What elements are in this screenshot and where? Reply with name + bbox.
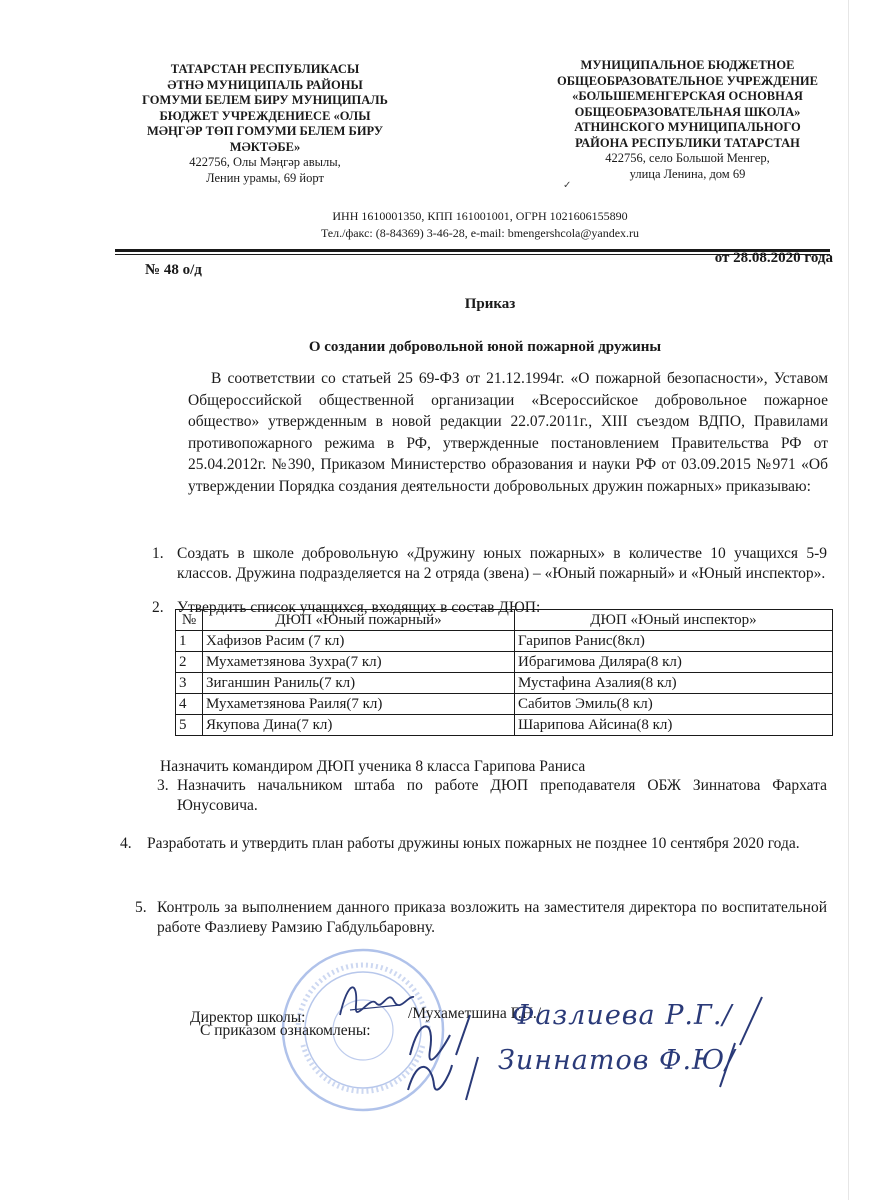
cell-inspector: Мустафина Азалия(8 кл) [515, 673, 833, 694]
header-left-tatar [120, 62, 410, 186]
item-text: Контроль за выполнением данного приказа возложить на заместителя директора по воспитательной работе Фазлиеву Рамзию Габдульбаровну. [157, 899, 827, 936]
handwritten-signature-2: Зиннатов Ф.Ю/ [498, 1045, 736, 1076]
handwritten-signature-1: Фазлиева Р.Г./ [512, 1000, 733, 1031]
cell-inspector: Гарипов Ранис(8кл) [515, 631, 833, 652]
list-item [152, 544, 827, 584]
table-row [176, 673, 833, 694]
commander-assignment: Назначить командиром ДЮП ученика 8 класса Гарипова Раниса [160, 758, 586, 775]
column-header-firefighters: ДЮП «Юный пожарный» [203, 610, 515, 631]
table-row [176, 631, 833, 652]
cell-firefighter: Мухаметзянова Раиля(7 кл) [203, 694, 515, 715]
acknowledgement-label: С приказом ознакомлены: [200, 1022, 371, 1039]
header-right-address: 422756, село Большой Менгер, улица Ленина, дом 69 [605, 151, 770, 181]
cell-number: 1 [176, 631, 203, 652]
cell-number: 5 [176, 715, 203, 736]
registration-numbers: ИНН 1610001350, КПП 161001001, ОГРН 1021606155890 [332, 209, 628, 223]
table-row [176, 715, 833, 736]
item-text: Назначить начальником штаба по работе ДЮП преподавателя ОБЖ Зиннатова Фархата Юнусовича. [177, 777, 827, 814]
cell-inspector: Шарипова Айсина(8 кл) [515, 715, 833, 736]
cell-number: 2 [176, 652, 203, 673]
item-number: 2. [152, 599, 164, 616]
list-item [120, 834, 807, 854]
item-text: Разработать и утвердить план работы дружины юных пожарных не позднее 10 сентября 2020 года. [147, 835, 800, 852]
scan-edge-line [848, 0, 849, 1200]
cell-number: 4 [176, 694, 203, 715]
document-subject: О создании добровольной юной пожарной дружины [308, 339, 662, 355]
header-left-address: 422756, Олы Мәңгәр авылы, Ленин урамы, 69 йорт [189, 155, 341, 185]
header-left-name: ТАТАРСТАН РЕСПУБЛИКАСЫ ӘТНӘ МУНИЦИПАЛЬ РАЙОНЫ ГОМУМИ БЕЛЕМ БИРУ МУНИЦИПАЛЬ БЮДЖЕТ УЧРЕЖДЕНИЕСЕ «ОЛЫ МӘҢГӘР ТӨП ГОМУМИ БЕЛЕМ БИРУ МӘКТӘБЕ» [142, 62, 388, 154]
header-right-name: МУНИЦИПАЛЬНОЕ БЮДЖЕТНОЕ ОБЩЕОБРАЗОВАТЕЛЬНОЕ УЧРЕЖДЕНИЕ «БОЛЬШЕМЕНГЕРСКАЯ ОСНОВНАЯ ОБЩЕОБРАЗОВАТЕЛЬНАЯ ШКОЛА» АТНИНСКОГО МУНИЦИПАЛЬНОГО РАЙОНА РЕСПУБЛИКИ ТАТАРСТАН [557, 58, 818, 150]
header-contacts [150, 208, 810, 242]
cell-firefighter: Мухаметзянова Зухра(7 кл) [203, 652, 515, 673]
cell-firefighter: Зиганшин Раниль(7 кл) [203, 673, 515, 694]
list-item [157, 776, 827, 816]
header-right-russian [540, 58, 835, 182]
cell-firefighter: Якупова Дина(7 кл) [203, 715, 515, 736]
column-header-inspectors: ДЮП «Юный инспектор» [515, 610, 833, 631]
roster-table [175, 609, 833, 736]
checkmark-icon: ✓ [563, 180, 572, 191]
table-header-row [176, 610, 833, 631]
column-header-number: № [176, 610, 203, 631]
phone-email: Тел./факс: (8-84369) 3-46-28, e-mail: bmengershcola@yandex.ru [320, 226, 640, 240]
preamble-paragraph: В соответствии со статьей 25 69-ФЗ от 21.12.1994г. «О пожарной безопасности», Уставом Общероссийской общественной организации «Всероссийское добровольное пожарное общество» утвержденным в новой редакции 22.07.2011г., XIII съездом ВДПО, Правилами противопожарного режима в РФ, утвержденные постановлением Правительства РФ от 25.04.2012г. №390, Приказом Министерство образования и науки РФ от 03.09.2015 №971 «Об утверждении Порядка создания деятельности добровольных дружин пожарных» приказываю: [188, 370, 828, 495]
list-item [135, 898, 827, 938]
document-title: Приказ [464, 296, 516, 312]
item-number: 3. [157, 777, 169, 794]
item-number: 4. [120, 835, 132, 852]
cell-inspector: Ибрагимова Диляра(8 кл) [515, 652, 833, 673]
item-text: Создать в школе добровольную «Дружину юных пожарных» в количестве 10 учащихся 5-9 классов. Дружина подразделяется на 2 отряда (звена) – «Юный пожарный» и «Юный инспектор». [177, 545, 827, 582]
cell-inspector: Сабитов Эмиль(8 кл) [515, 694, 833, 715]
director-name: /Мухаметшина Г.Н./ [408, 1005, 542, 1022]
item-text: Утвердить список учащихся, входящих в состав ДЮП: [177, 599, 541, 616]
order-number: № 48 о/д [145, 262, 202, 278]
cell-firefighter: Хафизов Расим (7 кл) [203, 631, 515, 652]
item-number: 5. [135, 899, 147, 916]
table-row [176, 694, 833, 715]
director-label: Директор школы: [190, 1009, 306, 1026]
table-row [176, 652, 833, 673]
order-date: от 28.08.2020 года [714, 250, 833, 266]
item-number: 1. [152, 545, 164, 562]
cell-number: 3 [176, 673, 203, 694]
